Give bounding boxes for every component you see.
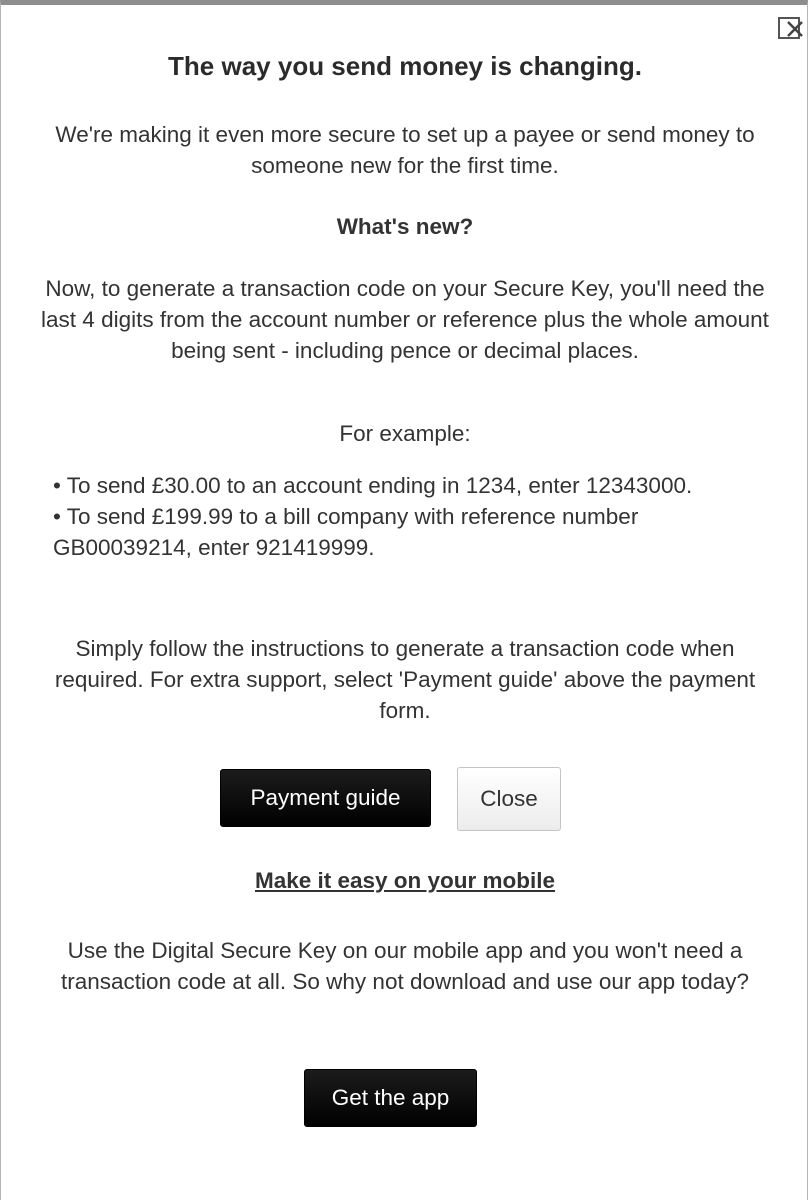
example-heading: For example: xyxy=(339,421,471,446)
close-button[interactable]: Close xyxy=(457,767,561,831)
whats-new-heading: What's new? xyxy=(336,214,474,239)
close-icon-button[interactable] xyxy=(778,17,800,39)
dialog-title: The way you send money is changing. xyxy=(168,51,642,81)
example-item: • To send £199.99 to a bill company with reference number GB00039214, enter 921419999. xyxy=(53,504,639,560)
intro-text: We're making it even more secure to set up a payee or send money to someone new for the first time. xyxy=(55,122,755,178)
mobile-app-link[interactable]: Make it easy on your mobile xyxy=(254,868,556,893)
instructions-text: Simply follow the instructions to generate a transaction code when required. For extra support, select 'Payment guide' above the payment form. xyxy=(54,636,756,723)
close-icon xyxy=(786,20,804,38)
example-list xyxy=(53,470,773,563)
mobile-app-text: Use the Digital Secure Key on our mobile app and you won't need a transaction code at all. So why not download and use our app today? xyxy=(61,938,749,994)
get-app-button[interactable]: Get the app xyxy=(304,1069,477,1127)
example-item: • To send £30.00 to an account ending in 1234, enter 12343000. xyxy=(53,473,693,498)
payment-guide-button[interactable]: Payment guide xyxy=(220,769,431,827)
explanation-text: Now, to generate a transaction code on your Secure Key, you'll need the last 4 digits from the account number or reference plus the whole amount being sent - including pence or decimal places. xyxy=(41,276,769,363)
